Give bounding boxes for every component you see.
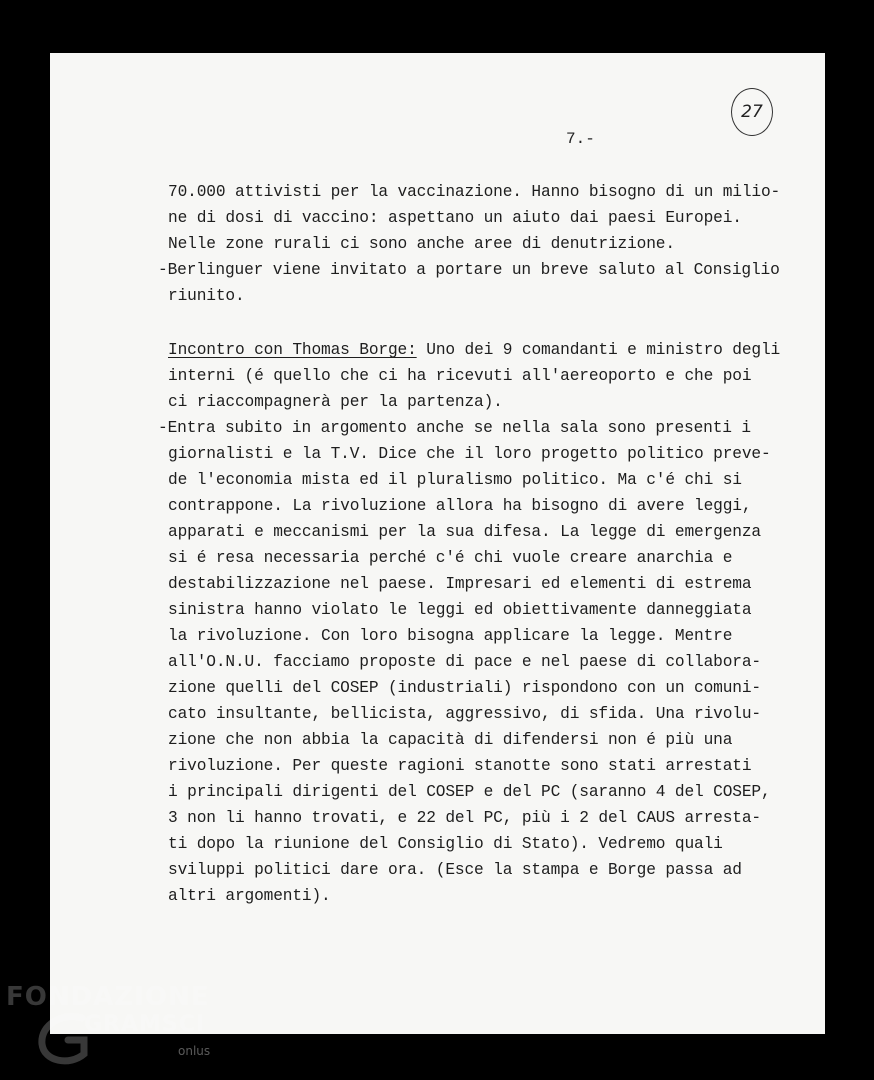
section-line	[168, 341, 780, 359]
text-line: Uno dei 9 comandanti e ministro degli	[426, 341, 781, 359]
text-line: rivoluzione. Per queste ragioni stanotte sono stati arrestati	[168, 757, 752, 775]
text-line: interni (é quello che ci ha ricevuti all'aereoporto e che poi	[168, 367, 752, 385]
text-line: de l'economia mista ed il pluralismo politico. Ma c'é chi si	[168, 471, 742, 489]
foundation-watermark	[6, 982, 226, 1072]
text-line: la rivoluzione. Con loro bisogna applicare la legge. Mentre	[168, 627, 733, 645]
text-line: giornalisti e la T.V. Dice che il loro progetto politico preve-	[168, 445, 771, 463]
text-line: zione quelli del COSEP (industriali) rispondono con un comuni-	[168, 679, 761, 697]
text-line: ti dopo la riunione del Consiglio di Stato). Vedremo quali	[168, 835, 723, 853]
text-line: cato insultante, bellicista, aggressivo, di sfida. Una rivolu-	[168, 705, 761, 723]
archive-number-mark: 27	[731, 88, 773, 136]
text-line: si é resa necessaria perché c'é chi vuole creare anarchia e	[168, 549, 733, 567]
watermark-foundation-text: FONDAZIONE	[6, 982, 210, 1012]
watermark-onlus-text: onlus	[178, 1044, 211, 1058]
text-line: ci riaccompagnerà per la partenza).	[168, 393, 503, 411]
text-line: sviluppi politici dare ora. (Esce la stampa e Borge passa ad	[168, 861, 742, 879]
text-line: -Entra subito in argomento anche se nella sala sono presenti i	[158, 419, 751, 437]
text-line: zione che non abbia la capacità di difendersi non é più una	[168, 731, 733, 749]
text-line: riunito.	[168, 287, 245, 305]
section-heading: Incontro con Thomas Borge:	[168, 341, 417, 359]
text-line: i principali dirigenti del COSEP e del PC (saranno 4 del COSEP,	[168, 783, 771, 801]
text-line: Nelle zone rurali ci sono anche aree di denutrizione.	[168, 235, 675, 253]
text-line: contrappone. La rivoluzione allora ha bisogno di avere leggi,	[168, 497, 752, 515]
text-line: 70.000 attivisti per la vaccinazione. Hanno bisogno di un milio-	[168, 183, 781, 201]
text-line: sinistra hanno violato le leggi ed obiettivamente danneggiata	[168, 601, 752, 619]
text-line: all'O.N.U. facciamo proposte di pace e nel paese di collabora-	[168, 653, 761, 671]
text-line: 3 non li hanno trovati, e 22 del PC, più i 2 del CAUS arresta-	[168, 809, 761, 827]
text-line: -Berlinguer viene invitato a portare un breve saluto al Consiglio	[158, 261, 780, 279]
text-line: apparati e meccanismi per la sua difesa. La legge di emergenza	[168, 523, 761, 541]
page-number: 7.-	[566, 130, 595, 148]
watermark-gramsci-text: GRAMSCI	[84, 1012, 206, 1037]
text-line: destabilizzazione nel paese. Impresari ed elementi di estrema	[168, 575, 752, 593]
text-line: ne di dosi di vaccino: aspettano un aiuto dai paesi Europei.	[168, 209, 742, 227]
text-line: altri argomenti).	[168, 887, 331, 905]
